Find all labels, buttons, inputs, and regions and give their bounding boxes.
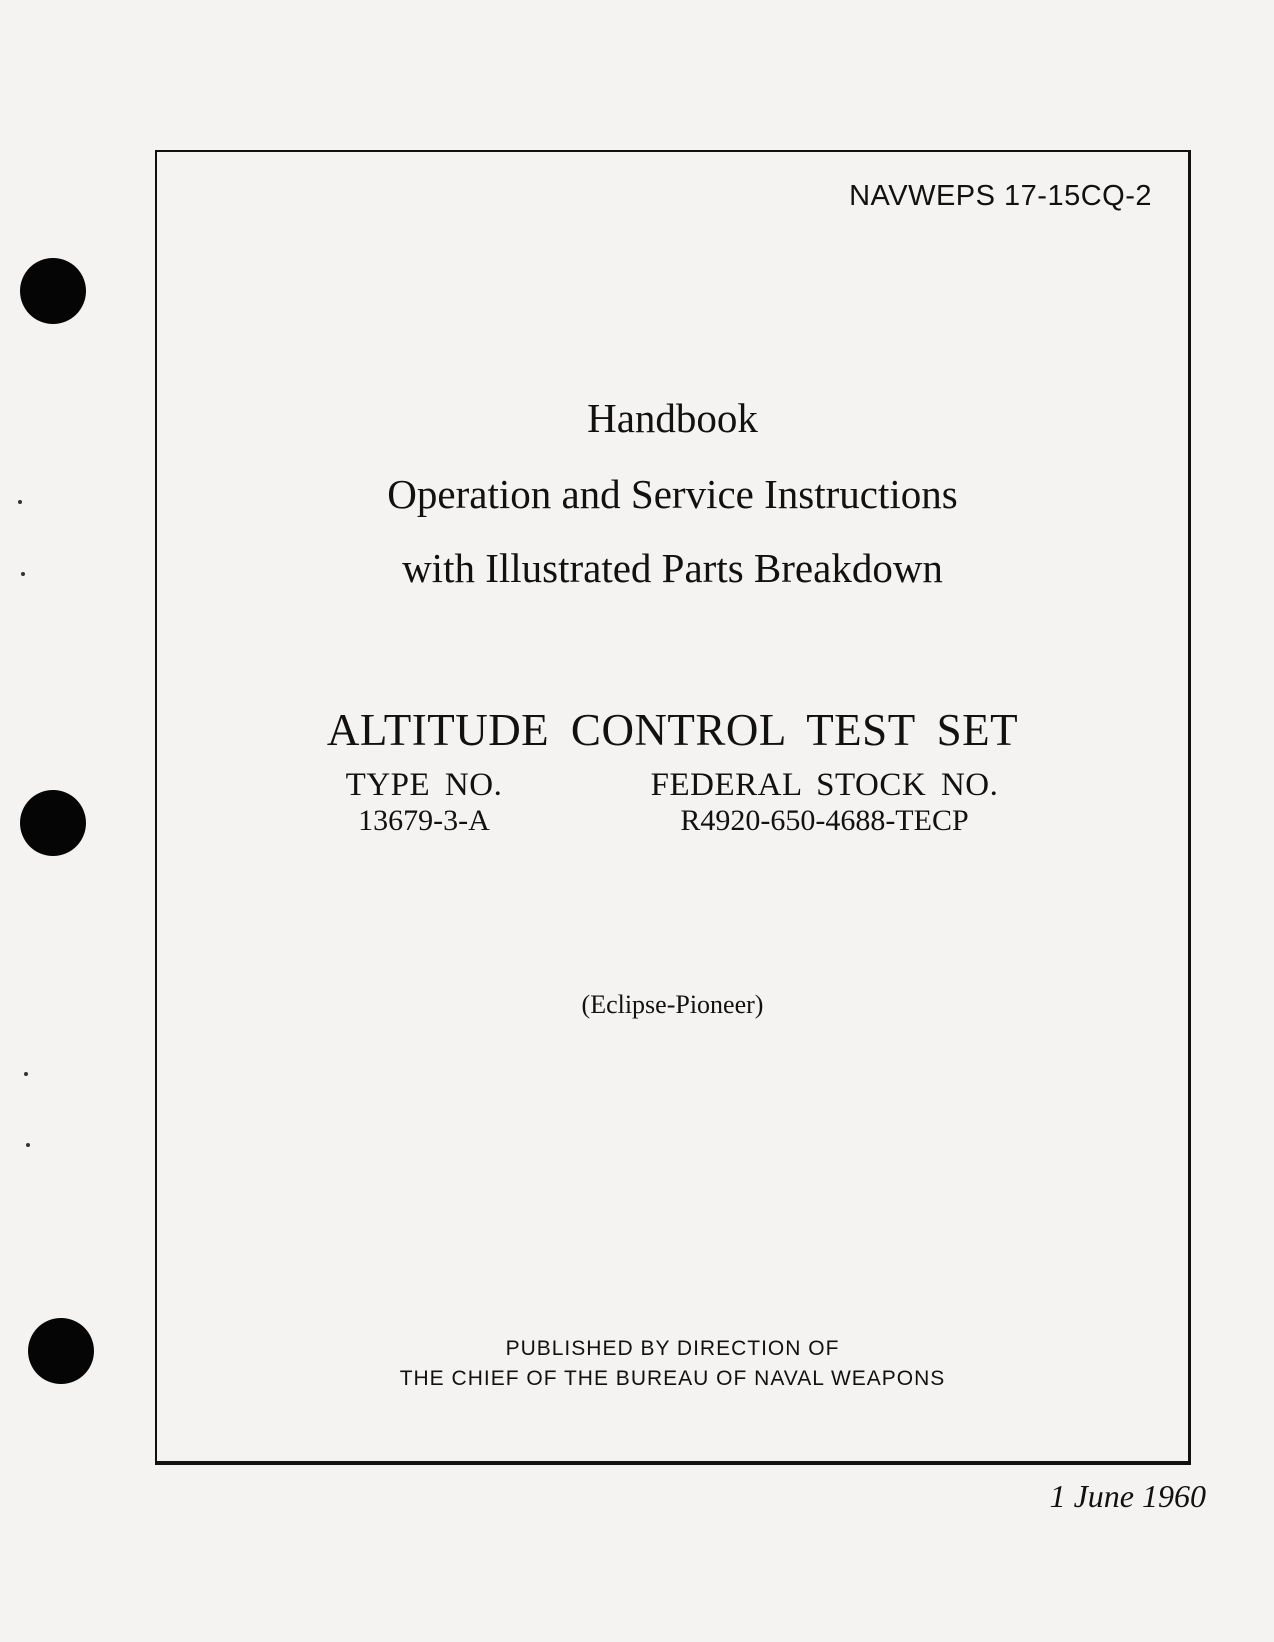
scan-speck — [24, 1072, 28, 1076]
punch-hole-bottom — [28, 1318, 94, 1384]
manufacturer: (Eclipse-Pioneer) — [581, 990, 764, 1019]
scan-speck — [26, 1143, 30, 1147]
title-operation-service: Operation and Service Instructions — [387, 471, 958, 517]
equipment-name: ALTITUDE CONTROL TEST SET — [326, 705, 1019, 755]
title-illustrated-parts: with Illustrated Parts Breakdown — [402, 545, 943, 591]
cover-frame — [155, 150, 1191, 1465]
type-number-block — [299, 767, 549, 838]
title-handbook: Handbook — [587, 395, 758, 441]
federal-stock-label: FEDERAL STOCK NO. — [650, 767, 999, 803]
type-number-label: TYPE NO. — [345, 767, 503, 803]
publisher-line-2: THE CHIEF OF THE BUREAU OF NAVAL WEAPONS — [399, 1367, 946, 1390]
punch-hole-middle — [20, 790, 86, 856]
federal-stock-value: R4920-650-4688-TECP — [680, 804, 969, 837]
punch-hole-top — [20, 258, 86, 324]
publisher-line-1: PUBLISHED BY DIRECTION OF — [505, 1337, 840, 1360]
federal-stock-block — [612, 767, 1037, 838]
type-number-value: 13679-3-A — [358, 804, 490, 837]
scan-speck — [21, 572, 25, 576]
scan-speck — [18, 500, 22, 504]
document-number: NAVWEPS 17-15CQ-2 — [849, 180, 1152, 212]
publication-date: 1 June 1960 — [1049, 1478, 1206, 1514]
